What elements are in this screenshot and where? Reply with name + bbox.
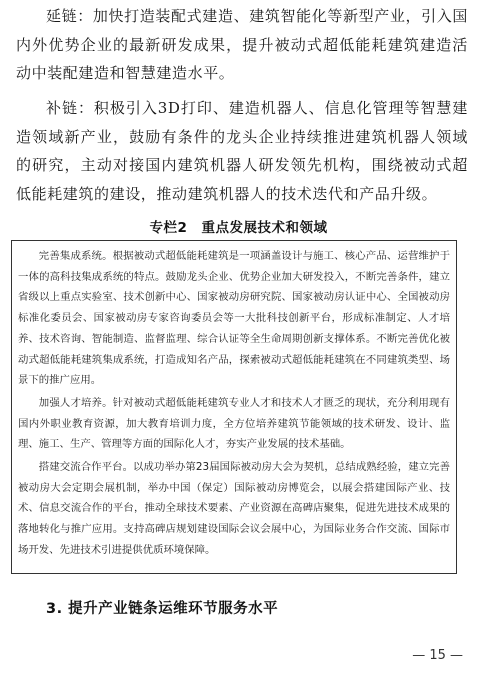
box-item-integration: 完善集成系统。根据被动式超低能耗建筑是一项涵盖设计与施工、核心产品、运营维护于一体的高科技集成系统的特点。鼓励龙头企业、优势企业加大研发投入，不断完善条件，建立省级以上重点实验室、技术创新中心、国家被动房研究院、国家被动房认证中心、全国被动房标准化委员会、国家被动房专家咨询委员会等一大批科技创新平台，形成标准制定、人才培养、技术咨询、智能制造、监督监理、综合认证等全生命周期创新支撑体系。不断完善优化被动式超低能耗建筑集成系统，打造成知名产品，探索被动式超低能耗建筑在不同建筑类型、场景下的推广应用。 [18, 250, 450, 387]
box-item-cooperation: 搭建交流合作平台。以成功举办第23届国际被动房大会为契机，总结成熟经验，建立完善被动房大会定期会展机制，举办中国（保定）国际被动房博览会，以展会搭建国际产业、技术、信息交流合作的平台，推动全球技术要素、产业资源在高碑店聚集，促进先进技术成果的落地转化与推广应用。支持高碑店规划建设国际会议会展中心，为国际业务合作交流、国际市场开发、先进技术引进提供优质环境保障。 [18, 461, 450, 556]
page-number: — 15 — [412, 648, 463, 663]
box-item-talent: 加强人才培养。针对被动式超低能耗建筑专业人才和技术人才匮乏的现状，充分利用现有国内外职业教育资源，加大教育培训力度，全方位培养建筑节能领域的技术研发、设计、监理、施工、生产、管理等方面的国际化人才，夯实产业发展的技术基础。 [18, 396, 450, 451]
box-title: 专栏2 重点发展技术和领域 [149, 220, 328, 236]
paragraph-extend-chain: 延链：加快打造装配式建造、建筑智能化等新型产业，引入国内外优势企业的最新研发成果，提升被动式超低能耗建筑建造活动中装配建造和智慧建造水平。 [16, 7, 468, 82]
section-heading: 3. 提升产业链条运维环节服务水平 [46, 601, 279, 617]
paragraph-supplement-chain: 补链：积极引入3D打印、建造机器人、信息化管理等智慧建造领域新产业，鼓励有条件的龙头企业持续推进建筑机器人领域的研究，主动对接国内建筑机器人研发领先机构，围绕被动式超低能耗建筑的建设，推动建筑机器人的技术迭代和产品升级。 [16, 99, 468, 203]
feature-box [11, 240, 457, 574]
